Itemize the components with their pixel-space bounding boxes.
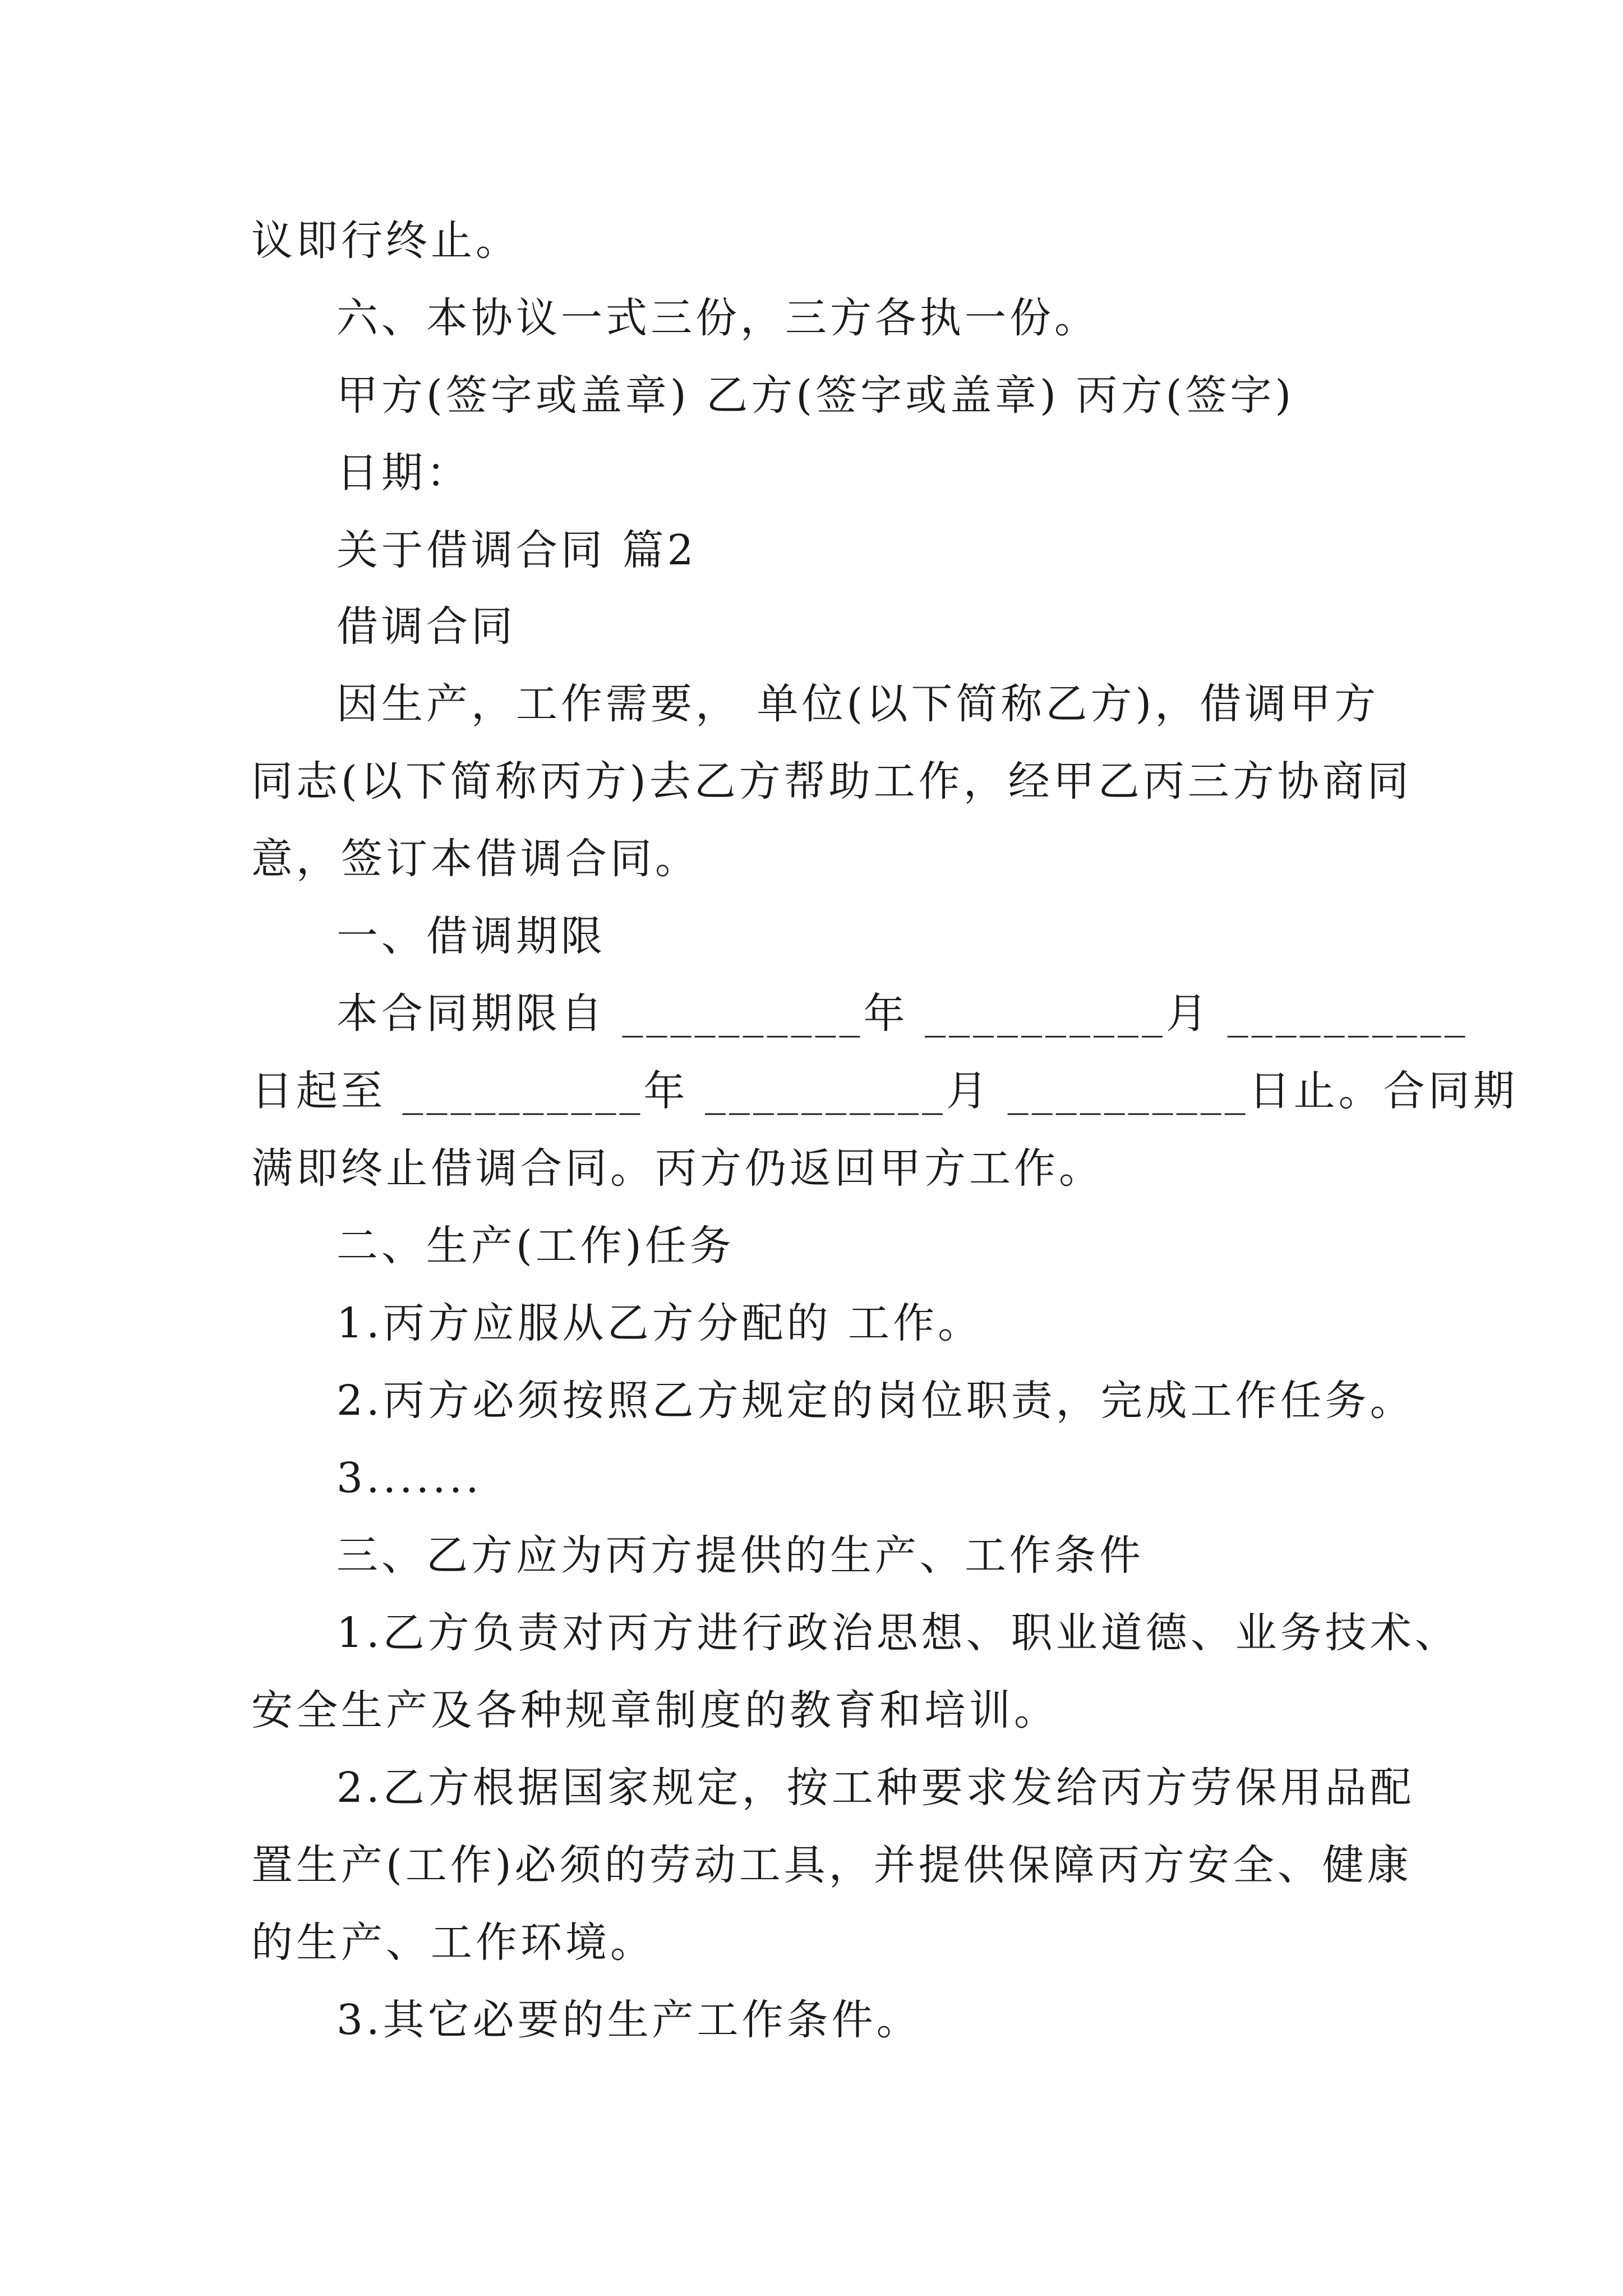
list-item: 1.乙方负责对丙方进行政治思想、职业道德、业务技术、 (336, 1609, 1460, 1657)
signature-line: 甲方(签字或盖章) 乙方(签字或盖章) 丙方(签字) (336, 371, 1295, 420)
paragraph-line: 六、本协议一式三份，三方各执一份。 (336, 294, 1099, 342)
paragraph-line: 的生产、工作环境。 (251, 1918, 655, 1967)
clause-heading: 一、借调期限 (336, 912, 606, 960)
list-item: 2.丙方必须按照乙方规定的岗位职责，完成工作任务。 (336, 1377, 1415, 1425)
clause-heading: 二、生产(工作)任务 (336, 1222, 735, 1270)
paragraph-line: 同志(以下简称丙方)去乙方帮助工作，经甲乙丙三方协商同 (251, 757, 1412, 806)
list-item: 1.丙方应服从乙方分配的 工作。 (336, 1299, 983, 1347)
paragraph-line: 议即行终止。 (251, 217, 520, 265)
paragraph-line: 置生产(工作)必须的劳动工具，并提供保障丙方安全、健康 (251, 1841, 1412, 1889)
list-item: 2.乙方根据国家规定，按工种要求发给丙方劳保用品配 (336, 1764, 1415, 1812)
list-item: 3.其它必要的生产工作条件。 (336, 1996, 921, 2044)
paragraph-line: 意，签订本借调合同。 (251, 835, 700, 883)
paragraph-line: 日起至 __________年 __________月 __________日止。合同期 (251, 1067, 1518, 1115)
paragraph-line: 安全生产及各种规章制度的教育和培训。 (251, 1686, 1059, 1734)
contract-title: 借调合同 (336, 602, 516, 651)
list-item: 3....... (336, 1454, 482, 1502)
paragraph-line: 本合同期限自 __________年 __________月 __________ (336, 990, 1469, 1038)
section-heading: 关于借调合同 篇2 (336, 526, 697, 574)
date-line: 日期： (336, 449, 471, 497)
paragraph-line: 满即终止借调合同。丙方仍返回甲方工作。 (251, 1144, 1104, 1193)
clause-heading: 三、乙方应为丙方提供的生产、工作条件 (336, 1531, 1144, 1580)
paragraph-line: 因生产，工作需要， 单位(以下简称乙方)，借调甲方 (336, 680, 1380, 728)
